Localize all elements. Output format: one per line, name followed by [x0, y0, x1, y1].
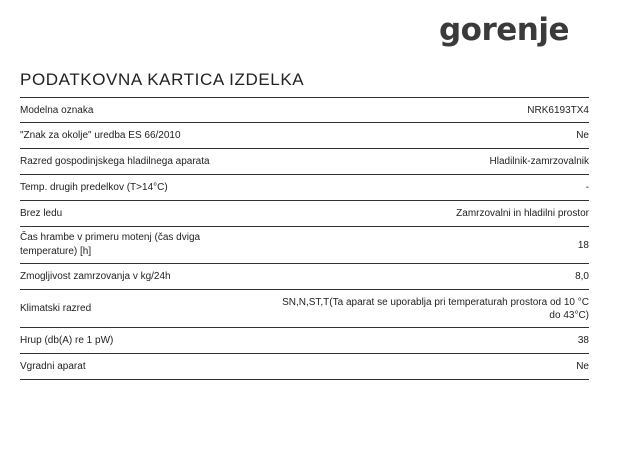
page-title: PODATKOVNA KARTICA IZDELKA [20, 70, 305, 89]
row-label: Hrup (db(A) re 1 pW) [20, 335, 114, 346]
row-value: Hladilnik-zamrzovalnik [489, 156, 589, 167]
row-value: 8,0 [575, 271, 589, 282]
table-row [20, 264, 589, 290]
table-row [20, 149, 589, 175]
product-data-table [20, 97, 589, 380]
row-label: "Znak za okolje" uredba ES 66/2010 [20, 130, 181, 141]
row-value: Zamrzovalni in hladilni prostor [456, 208, 589, 219]
row-label: Brez ledu [20, 208, 63, 219]
row-label: Temp. drugih predelkov (T>14°C) [20, 182, 168, 193]
table-row [20, 227, 589, 264]
gorenje-logo: gorenje [438, 12, 569, 48]
row-label: Razred gospodinjskega hladilnega aparata [20, 156, 210, 167]
row-value: 18 [577, 239, 589, 251]
row-label: Čas hrambe v primeru motenj (čas dviga temperature) [h] [20, 232, 201, 257]
table-row [20, 201, 589, 227]
row-value: Ne [576, 361, 589, 372]
row-value: Ne [576, 130, 589, 141]
table-row [20, 175, 589, 201]
row-value: - [585, 182, 589, 193]
table-row [20, 123, 589, 149]
row-value: SN,N,ST,T(Ta aparat se uporablja pri temperaturah prostora od 10 °C do 43°C) [282, 296, 589, 321]
row-label: Zmogljivost zamrzovanja v kg/24h [20, 271, 171, 282]
row-value: NRK6193TX4 [527, 104, 589, 116]
table-row [20, 290, 589, 328]
row-label: Klimatski razred [20, 303, 92, 314]
row-label: Modelna oznaka [20, 104, 94, 116]
table-row [20, 328, 589, 354]
table-row [20, 98, 589, 123]
row-value: 38 [577, 335, 589, 346]
table-row [20, 354, 589, 380]
row-label: Vgradni aparat [20, 361, 86, 372]
